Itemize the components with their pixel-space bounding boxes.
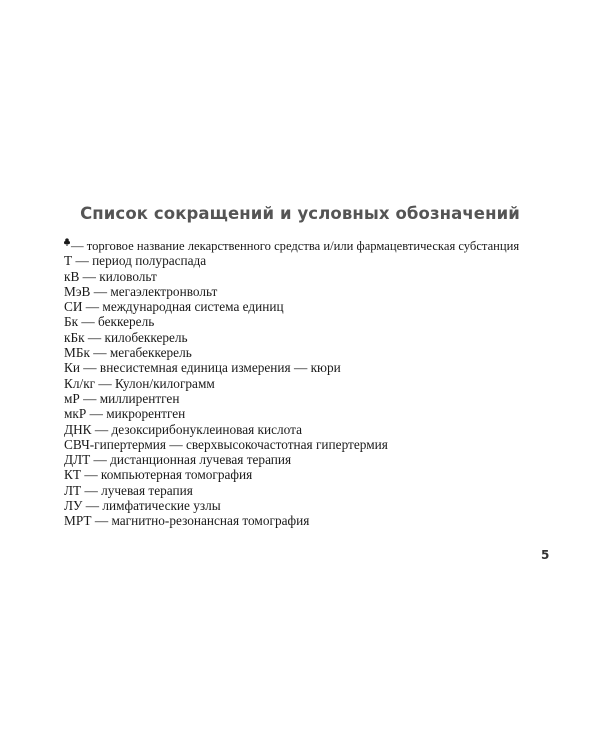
list-item: ЛУ — лимфатические узлы: [64, 498, 221, 514]
list-item: КТ — компьютерная томография: [64, 467, 253, 483]
list-item: СИ — международная система единиц: [64, 299, 284, 315]
list-item: Ки — внесистемная единица измерения — кюри: [64, 360, 341, 376]
list-item: мР — миллирентген: [64, 390, 180, 406]
list-item: МРТ — магнитно-резонансная томография: [64, 513, 310, 529]
list-item: [64, 238, 564, 253]
list-item: Т — период полураспада: [64, 253, 207, 269]
list-item: МэВ — мегаэлектронвольт: [64, 283, 218, 299]
list-item: ЛТ — лучевая терапия: [64, 482, 193, 498]
list-item: кБк — килобеккерель: [64, 329, 188, 345]
trademark-icon: [64, 238, 70, 247]
page-number: 5: [541, 548, 550, 562]
list-item: МБк — мегабеккерель: [64, 345, 192, 361]
entry-text: — торговое название лекарственного средства и/или фармацевтическая субстанция: [71, 239, 520, 253]
list-item: Кл/кг — Кулон/килограмм: [64, 375, 215, 391]
list-item: мкР — микрорентген: [64, 406, 186, 422]
abbreviation-list: [64, 238, 564, 529]
list-item: СВЧ-гипертермия — сверхвысокочастотная гипертермия: [64, 436, 388, 452]
page-title: Список сокращений и условных обозначений: [80, 204, 520, 223]
list-item: ДНК — дезоксирибонуклеиновая кислота: [64, 421, 303, 437]
list-item: кВ — киловольт: [64, 268, 157, 284]
list-item: ДЛТ — дистанционная лучевая терапия: [64, 452, 292, 468]
list-item: Бк — беккерель: [64, 314, 155, 330]
